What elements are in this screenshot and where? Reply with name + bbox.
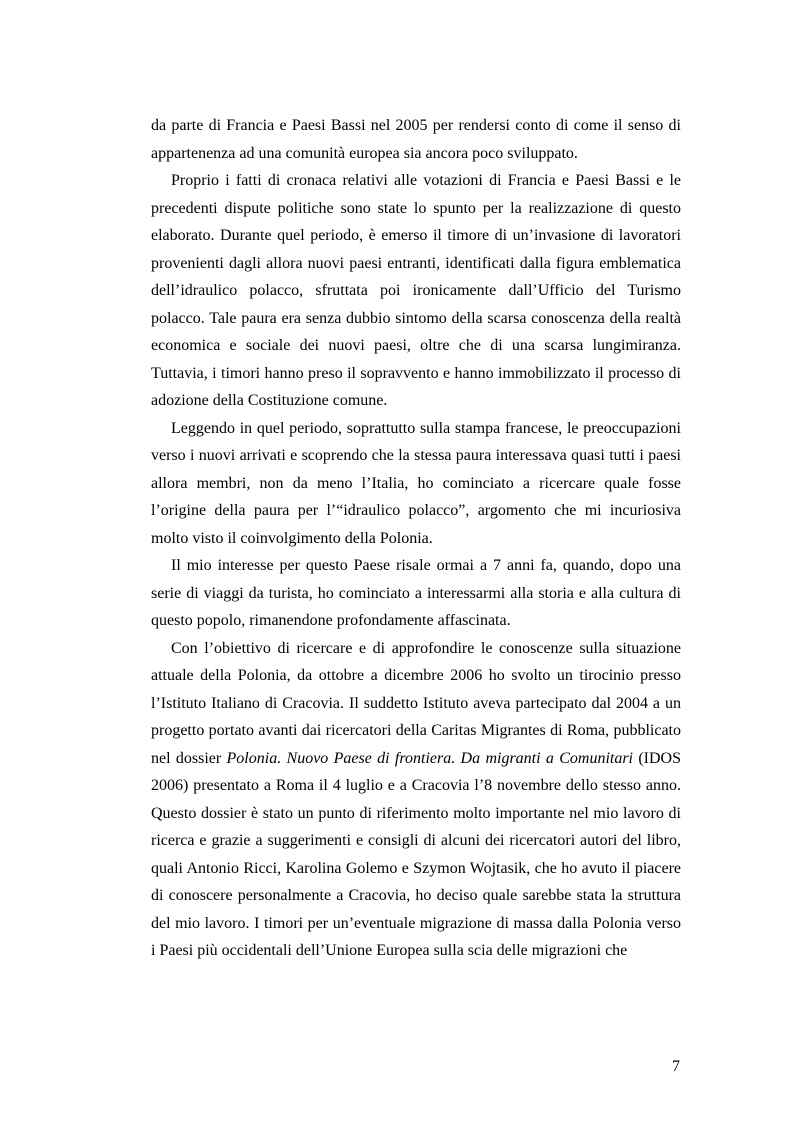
dossier-title: Polonia. Nuovo Paese di frontiera. Da migranti a Comunitari (226, 749, 633, 767)
text-segment: (IDOS 2006) presentato a Roma il 4 luglio e a Cracovia l’8 novembre dello stesso anno. Questo dossier è stato un punto di riferimento molto importante nel mio lavoro di ricerca e grazie a suggerimenti e consigli di alcuni dei ricercatori autori del libro, quali Antonio Ricci, Karolina Golemo e Szymon Wojtasik, che ho avuto il piacere di conoscere personalmente a Cracovia, ho deciso quale sarebbe stata la struttura del mio lavoro. I timori per un’eventuale migrazione di massa dalla Polonia verso i Paesi più occidentali dell’Unione Europea sulla scia delle migrazioni che (151, 749, 681, 959)
paragraph-stampa-francese: Leggendo in quel periodo, soprattutto sulla stampa francese, le preoccupazioni verso i nuovi arrivati e scoprendo che la stessa paura interessava quasi tutti i paesi allora membri, non da meno l’Italia, ho cominciato a ricercare quale fosse l’origine della paura per l’“idraulico polacco”, argomento che mi incuriosiva molto visto il coinvolgimento della Polonia. (151, 419, 681, 547)
paragraph-continuation: da parte di Francia e Paesi Bassi nel 2005 per rendersi conto di come il senso di appartenenza ad una comunità europea sia ancora poco sviluppato. (151, 117, 681, 162)
page-number: 7 (672, 1058, 680, 1075)
paragraph-cronaca: Proprio i fatti di cronaca relativi alle votazioni di Francia e Paesi Bassi e le precedenti dispute politiche sono state lo spunto per la realizzazione di questo elaborato. Durante quel periodo, è emerso il timore di un’invasione di lavoratori provenienti dagli allora nuovi paesi entranti, identificati dalla figura emblematica dell’idraulico polacco, sfruttata poi ironicamente dall’Ufficio del Turismo polacco. Tale paura era senza dubbio sintomo della scarsa conoscenza della realtà economica e sociale dei nuovi paesi, oltre che di una scarsa lungimiranza. Tuttavia, i timori hanno preso il sopravvento e hanno immobilizzato il processo di adozione della Costituzione comune. (151, 172, 681, 409)
text-segment: Con l’obiettivo di ricercare e di approfondire le conoscenze sulla situazione attuale della Polonia, da ottobre a dicembre 2006 ho svolto un tirocinio presso l’Istituto Italiano di Cracovia. Il suddetto Istituto aveva partecipato dal 2004 a un progetto portato avanti dai ricercatori della Caritas Migrantes di Roma, pubblicato nel dossier (151, 639, 681, 767)
paragraph-tirocinio (151, 635, 681, 965)
page-body (151, 112, 681, 965)
paragraph-interesse-polonia: Il mio interesse per questo Paese risale ormai a 7 anni fa, quando, dopo una serie di viaggi da turista, ho cominciato a interessarmi alla storia e alla cultura di questo popolo, rimanendone profondamente affascinata. (151, 557, 681, 629)
